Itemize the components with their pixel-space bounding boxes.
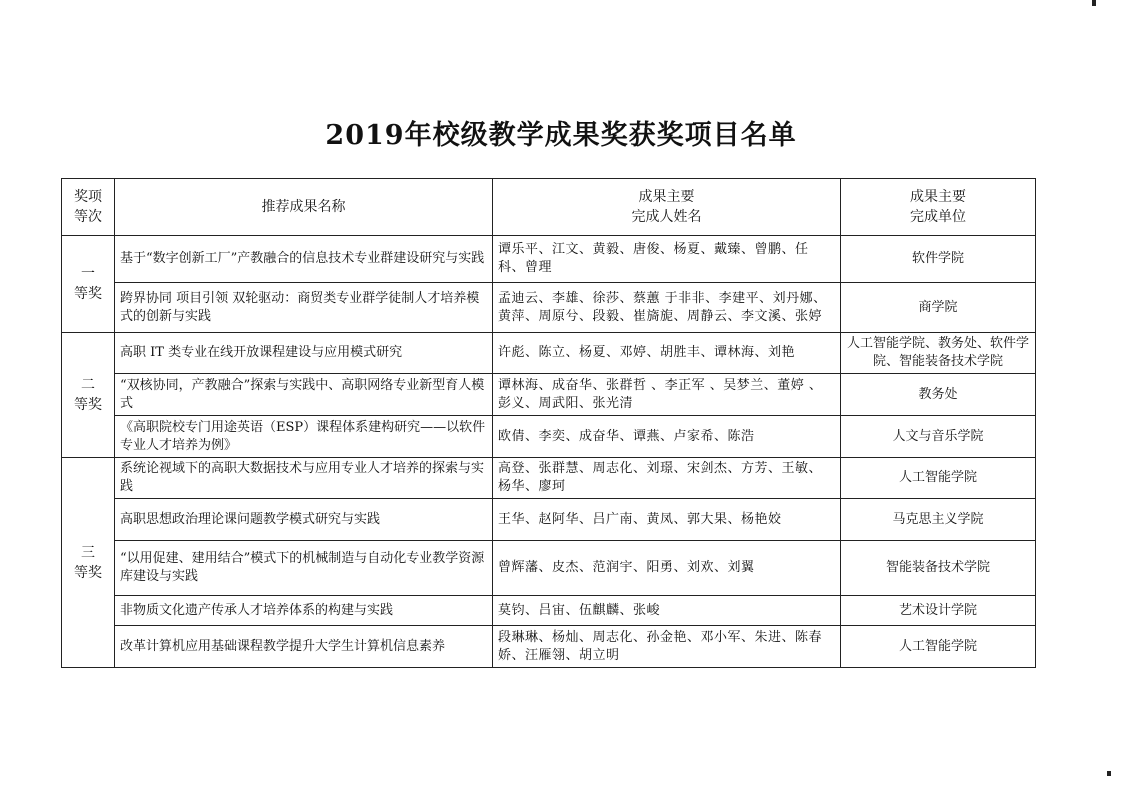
project-name: 高职 IT 类专业在线开放课程建设与应用模式研究 bbox=[115, 333, 493, 374]
unit-name: 教务处 bbox=[841, 374, 1036, 416]
people-names: 段琳琳、杨灿、周志化、孙金艳、邓小军、朱进、陈春娇、汪雁翎、胡立明 bbox=[493, 626, 841, 668]
rank-cell-third bbox=[62, 458, 115, 668]
unit-name: 艺术设计学院 bbox=[841, 596, 1036, 626]
people-names: 欧倩、李奕、成奋华、谭燕、卢家希、陈浩 bbox=[493, 416, 841, 458]
rank-first-line-2: 等奖 bbox=[74, 286, 102, 302]
scan-mark bbox=[1107, 771, 1111, 776]
unit-name: 软件学院 bbox=[841, 236, 1036, 283]
unit-name: 商学院 bbox=[841, 283, 1036, 333]
table-row bbox=[62, 374, 1036, 416]
unit-name: 人文与音乐学院 bbox=[841, 416, 1036, 458]
table-row bbox=[62, 283, 1036, 333]
header-people-line-2: 完成人姓名 bbox=[631, 209, 702, 225]
project-name: 基于“数字创新工厂”产教融合的信息技术专业群建设研究与实践 bbox=[115, 236, 493, 283]
scan-mark bbox=[1092, 0, 1096, 6]
rank-first-line-1: 一 bbox=[81, 266, 95, 282]
people-names: 谭林海、成奋华、张群哲 、李正军 、吴梦兰、董婷 、彭义、周武阳、张光清 bbox=[493, 374, 841, 416]
table-row bbox=[62, 596, 1036, 626]
unit-name: 人工智能学院、教务处、软件学院、智能装备技术学院 bbox=[841, 333, 1036, 374]
table-row bbox=[62, 499, 1036, 541]
project-name: 跨界协同 项目引领 双轮驱动：商贸类专业群学徒制人才培养模式的创新与实践 bbox=[115, 283, 493, 333]
project-name: “双核协同，产教融合”探索与实践中、高职网络专业新型育人模式 bbox=[115, 374, 493, 416]
table-row bbox=[62, 458, 1036, 499]
header-rank bbox=[62, 179, 115, 236]
table-row bbox=[62, 541, 1036, 596]
table-header-row bbox=[62, 179, 1036, 236]
table-row bbox=[62, 416, 1036, 458]
header-people-line-1: 成果主要 bbox=[638, 189, 695, 205]
awards-table bbox=[61, 178, 1036, 668]
unit-name: 智能装备技术学院 bbox=[841, 541, 1036, 596]
people-names: 曾辉藩、皮杰、范润宇、阳勇、刘欢、刘翼 bbox=[493, 541, 841, 596]
table-row bbox=[62, 236, 1036, 283]
rank-second-line-2: 等奖 bbox=[74, 397, 102, 413]
people-names: 王华、赵阿华、吕广南、黄凤、郭大果、杨艳姣 bbox=[493, 499, 841, 541]
people-names: 孟迪云、李雄、徐莎、蔡蕙 于非非、李建平、刘丹娜、黄萍、周原兮、段毅、崔旖旎、周静云、李文溪、张婷 bbox=[493, 283, 841, 333]
header-unit-line-2: 完成单位 bbox=[910, 209, 966, 225]
unit-name: 人工智能学院 bbox=[841, 458, 1036, 499]
rank-third-line-2: 等奖 bbox=[74, 564, 102, 581]
header-people bbox=[493, 179, 841, 236]
header-unit bbox=[841, 179, 1036, 236]
rank-cell-second bbox=[62, 333, 115, 458]
unit-name: 人工智能学院 bbox=[841, 626, 1036, 668]
people-names: 许彪、陈立、杨夏、邓婷、胡胜丰、谭林海、刘艳 bbox=[493, 333, 841, 374]
project-name: 改革计算机应用基础课程教学提升大学生计算机信息素养 bbox=[115, 626, 493, 668]
unit-name: 马克思主义学院 bbox=[841, 499, 1036, 541]
project-name: “以用促建、建用结合”模式下的机械制造与自动化专业教学资源库建设与实践 bbox=[115, 541, 493, 596]
project-name: 高职思想政治理论课问题教学模式研究与实践 bbox=[115, 499, 493, 541]
project-name: 《高职院校专门用途英语（ESP）课程体系建构研究——以软件专业人才培养为例》 bbox=[115, 416, 493, 458]
header-rank-line-2: 等次 bbox=[74, 209, 102, 225]
header-unit-line-1: 成果主要 bbox=[910, 189, 966, 205]
rank-cell-first bbox=[62, 236, 115, 333]
rank-second-line-1: 二 bbox=[81, 377, 95, 393]
header-rank-line-1: 奖项 bbox=[74, 189, 102, 205]
header-project: 推荐成果名称 bbox=[115, 179, 493, 236]
people-names: 高登、张群慧、周志化、刘璟、宋剑杰、方芳、王敏、杨华、廖珂 bbox=[493, 458, 841, 499]
page-title: 2019年校级教学成果奖获奖项目名单 bbox=[325, 120, 797, 151]
people-names: 莫钧、吕宙、伍麒麟、张峻 bbox=[493, 596, 841, 626]
rank-third-line-1: 三 bbox=[81, 544, 95, 561]
table-row bbox=[62, 333, 1036, 374]
project-name: 非物质文化遗产传承人才培养体系的构建与实践 bbox=[115, 596, 493, 626]
people-names: 谭乐平、江文、黄毅、唐俊、杨夏、戴臻、曾鹏、任科、曾理 bbox=[493, 236, 841, 283]
project-name: 系统论视域下的高职大数据技术与应用专业人才培养的探索与实践 bbox=[115, 458, 493, 499]
table-row bbox=[62, 626, 1036, 668]
